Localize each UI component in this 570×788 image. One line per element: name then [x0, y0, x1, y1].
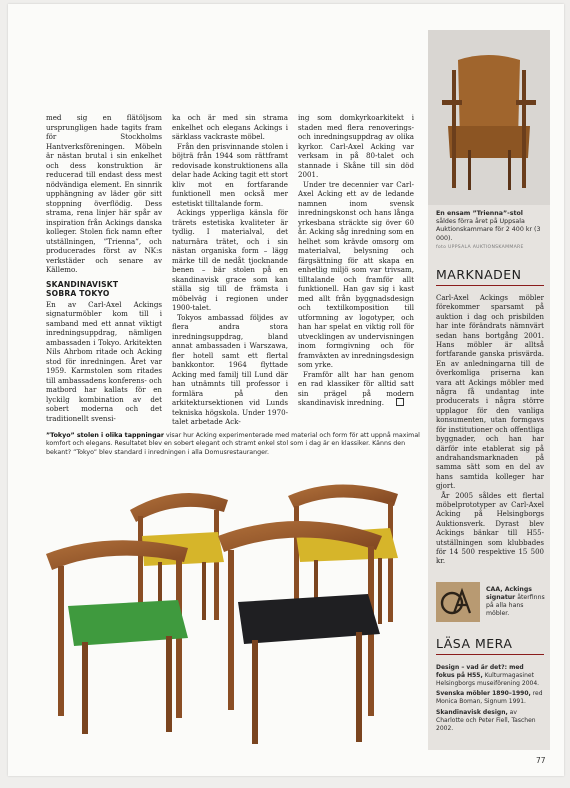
section-subheading: SKANDINAVISKT SOBRA TOKYO	[46, 279, 119, 298]
reading-item: Design – vad är det?: med fokus på H55, Kulturmagasinet Helsingborgs museiförening 2004.	[436, 664, 540, 687]
lasa-mera-heading: LÄSA MERA	[436, 636, 544, 655]
chairs-photo-caption: ”Tokyo” stolen i olika tappningar visar hur Acking experimenterade med material och form för att uppnå maximal komfort och elegans. Resultatet blev en sobert elegant och stramt enkel stol som i dag är en klassiker. Känns den bekant? ”Tokyo” blev standard i inredningen i alla Domusrestauranger.	[46, 432, 420, 456]
magazine-page	[8, 4, 564, 776]
article-column-3	[298, 113, 414, 408]
tokyo-chairs-photo	[38, 466, 438, 766]
end-mark-icon	[396, 398, 404, 406]
caa-signature-logo	[436, 582, 480, 622]
trienna-photo-caption: En ensam ”Trienna”-stol såldes förra året på Uppsala Auktionskammare för 2 400 kr (3 000). foto UPPSALA AUKTIONSKAMMARE	[436, 210, 544, 252]
reading-list	[436, 664, 544, 735]
article-paragraph: Från den prisvinnande stolen i böjträ från 1944 som rättframt redovisade konstruktionens alla delar hade Acking tagit ett stort kliv mot en fortfarande funktionell men också mer estetiskt tilltalande form.	[172, 141, 288, 208]
article-paragraph: Tokyos ambassad följdes av flera andra stora inredningsuppdrag, bland annat ambassaden i Warszawa, fler hotell samt ett flertal bankkontor. 1964 flyttade Acking med familj till Lund där han utnämnts till professor i formlära på den arkitektursektionen vid Lunds tekniska högskola. Under 1970-talet arbetade Ack-	[172, 312, 288, 426]
article-paragraph: med sig en flätöljsom ursprungligen hade tagits fram för Stockholms Hantverksföreningen. Möbeln är nästan brutal i sin enkelhet och dess konstruktion är reducerad till endast dess mest nödvändiga element. En sinnrik upphängning av läder gör sitt stoppning överflödig. Dess strama, rena linjer här spår av inspiration från Ackings danska kolleger. Stolen fick namn efter utställningen, ”Trienna”, och producerades först av NK:s verkstäder och senare av Källemo.	[46, 113, 162, 274]
page-number: 77	[536, 756, 546, 765]
article-paragraph: ka och är med sin strama enkelhet och elegans Ackings i särklass vackraste möbel.	[172, 113, 288, 141]
article-paragraph: En av Carl-Axel Ackings signaturmöbler kom till i samband med ett annat viktigt inredningsuppdrag, nämligen ambassaden i Tokyo. Arkitekten Nils Ahrbom ritade och Acking stod för inredningen. Året var 1959. Karmstolen som ritades till ambassadens konferens- och matbord har kallats för en lyckilg kombination av det sobert moderna och det traditionellt svensi-	[46, 299, 162, 423]
article-column-1	[46, 113, 162, 423]
reading-item: Skandinavisk design, av Charlotte och Peter Fiell, Taschen 2002.	[436, 708, 536, 732]
article-paragraph: Ackings ypperliga känsla för trärets estetiska kvaliteter är tydlig. I materialval, det naturnära trätet, och i sin nästan organiska form – lägg märke till de nedåt tjocknande benen – bär stolen på en skandinavisk grace som kan ställa sig till de främsta i möbelväg i regionen under 1900-talet.	[172, 208, 288, 312]
marknaden-heading: MARKNADEN	[436, 267, 544, 286]
article-paragraph: ing som domkyrkoarkitekt i staden med flera renoverings- och inredningsuppdrag av olika kyrkor. Carl-Axel Acking var verksam in på 80-talet och stannade i Skåne till sin död 2001.	[298, 113, 414, 179]
logo-caption: CAA, Ackings signatur återfinns på alla hans möbler.	[486, 586, 545, 617]
article-paragraph: Framför allt har han genom en rad klassiker för alltid satt sin prägel på modern skandinavisk inredning.	[298, 369, 414, 407]
photo-credit: foto UPPSALA AUKTIONSKAMMARE	[436, 244, 524, 250]
article-column-2	[172, 113, 288, 427]
market-text: Carl-Axel Ackings möbler förekommer sparsamt på auktion i dag och prisbilden har inte förändrats nämnvärt sedan hans bortgång 2001. Hans möbler är alltså fortfarande ganska prisvärda. En av anledningarna till de överkomliga priserna kan vara att Ackings möbler med några få undantag inte producerats i några större upplagor för den vanliga konsumenten, utan formgavs för institutioner och offentliga byggnader, och han har därför inte etablerat sig på andrahandsmarknaden på samma sätt som en del av hans samtida kolleger har gjort. År 2005 såldes ett flertal möbelprototyper av Carl-Axel Acking på Helsingborgs Auktionsverk. Dyrast blev Ackings bänkar till H55-utställningen som klubbades för 14 500 respektive 15 500 kr.	[436, 294, 544, 566]
chair-green	[46, 540, 188, 734]
trienna-chair-photo	[428, 30, 550, 205]
article-paragraph: Under tre decennier var Carl-Axel Acking ett av de ledande namnen inom svensk inredningskonst och hans långa yrkesbana sträckte sig över 60 år. Acking såg inredning som en helhet som krävde omsorg om materialval, belysning och färgsättning för att skapa en enhetlig miljö som var trivsam, tilltalande och framför allt funktionell. Han gav sig i kast med allt från byggnadsdesign och textilkomposition till utformning av logotyper, och han har spelat en viktig roll för utvecklingen av undervisningen inom formgivning och för framväxten av inredningsdesign som yrke.	[298, 179, 414, 369]
sidebar-panel	[428, 30, 550, 750]
reading-item: Svenska möbler 1890–1990, red Monica Boman, Signum 1991.	[436, 690, 543, 706]
